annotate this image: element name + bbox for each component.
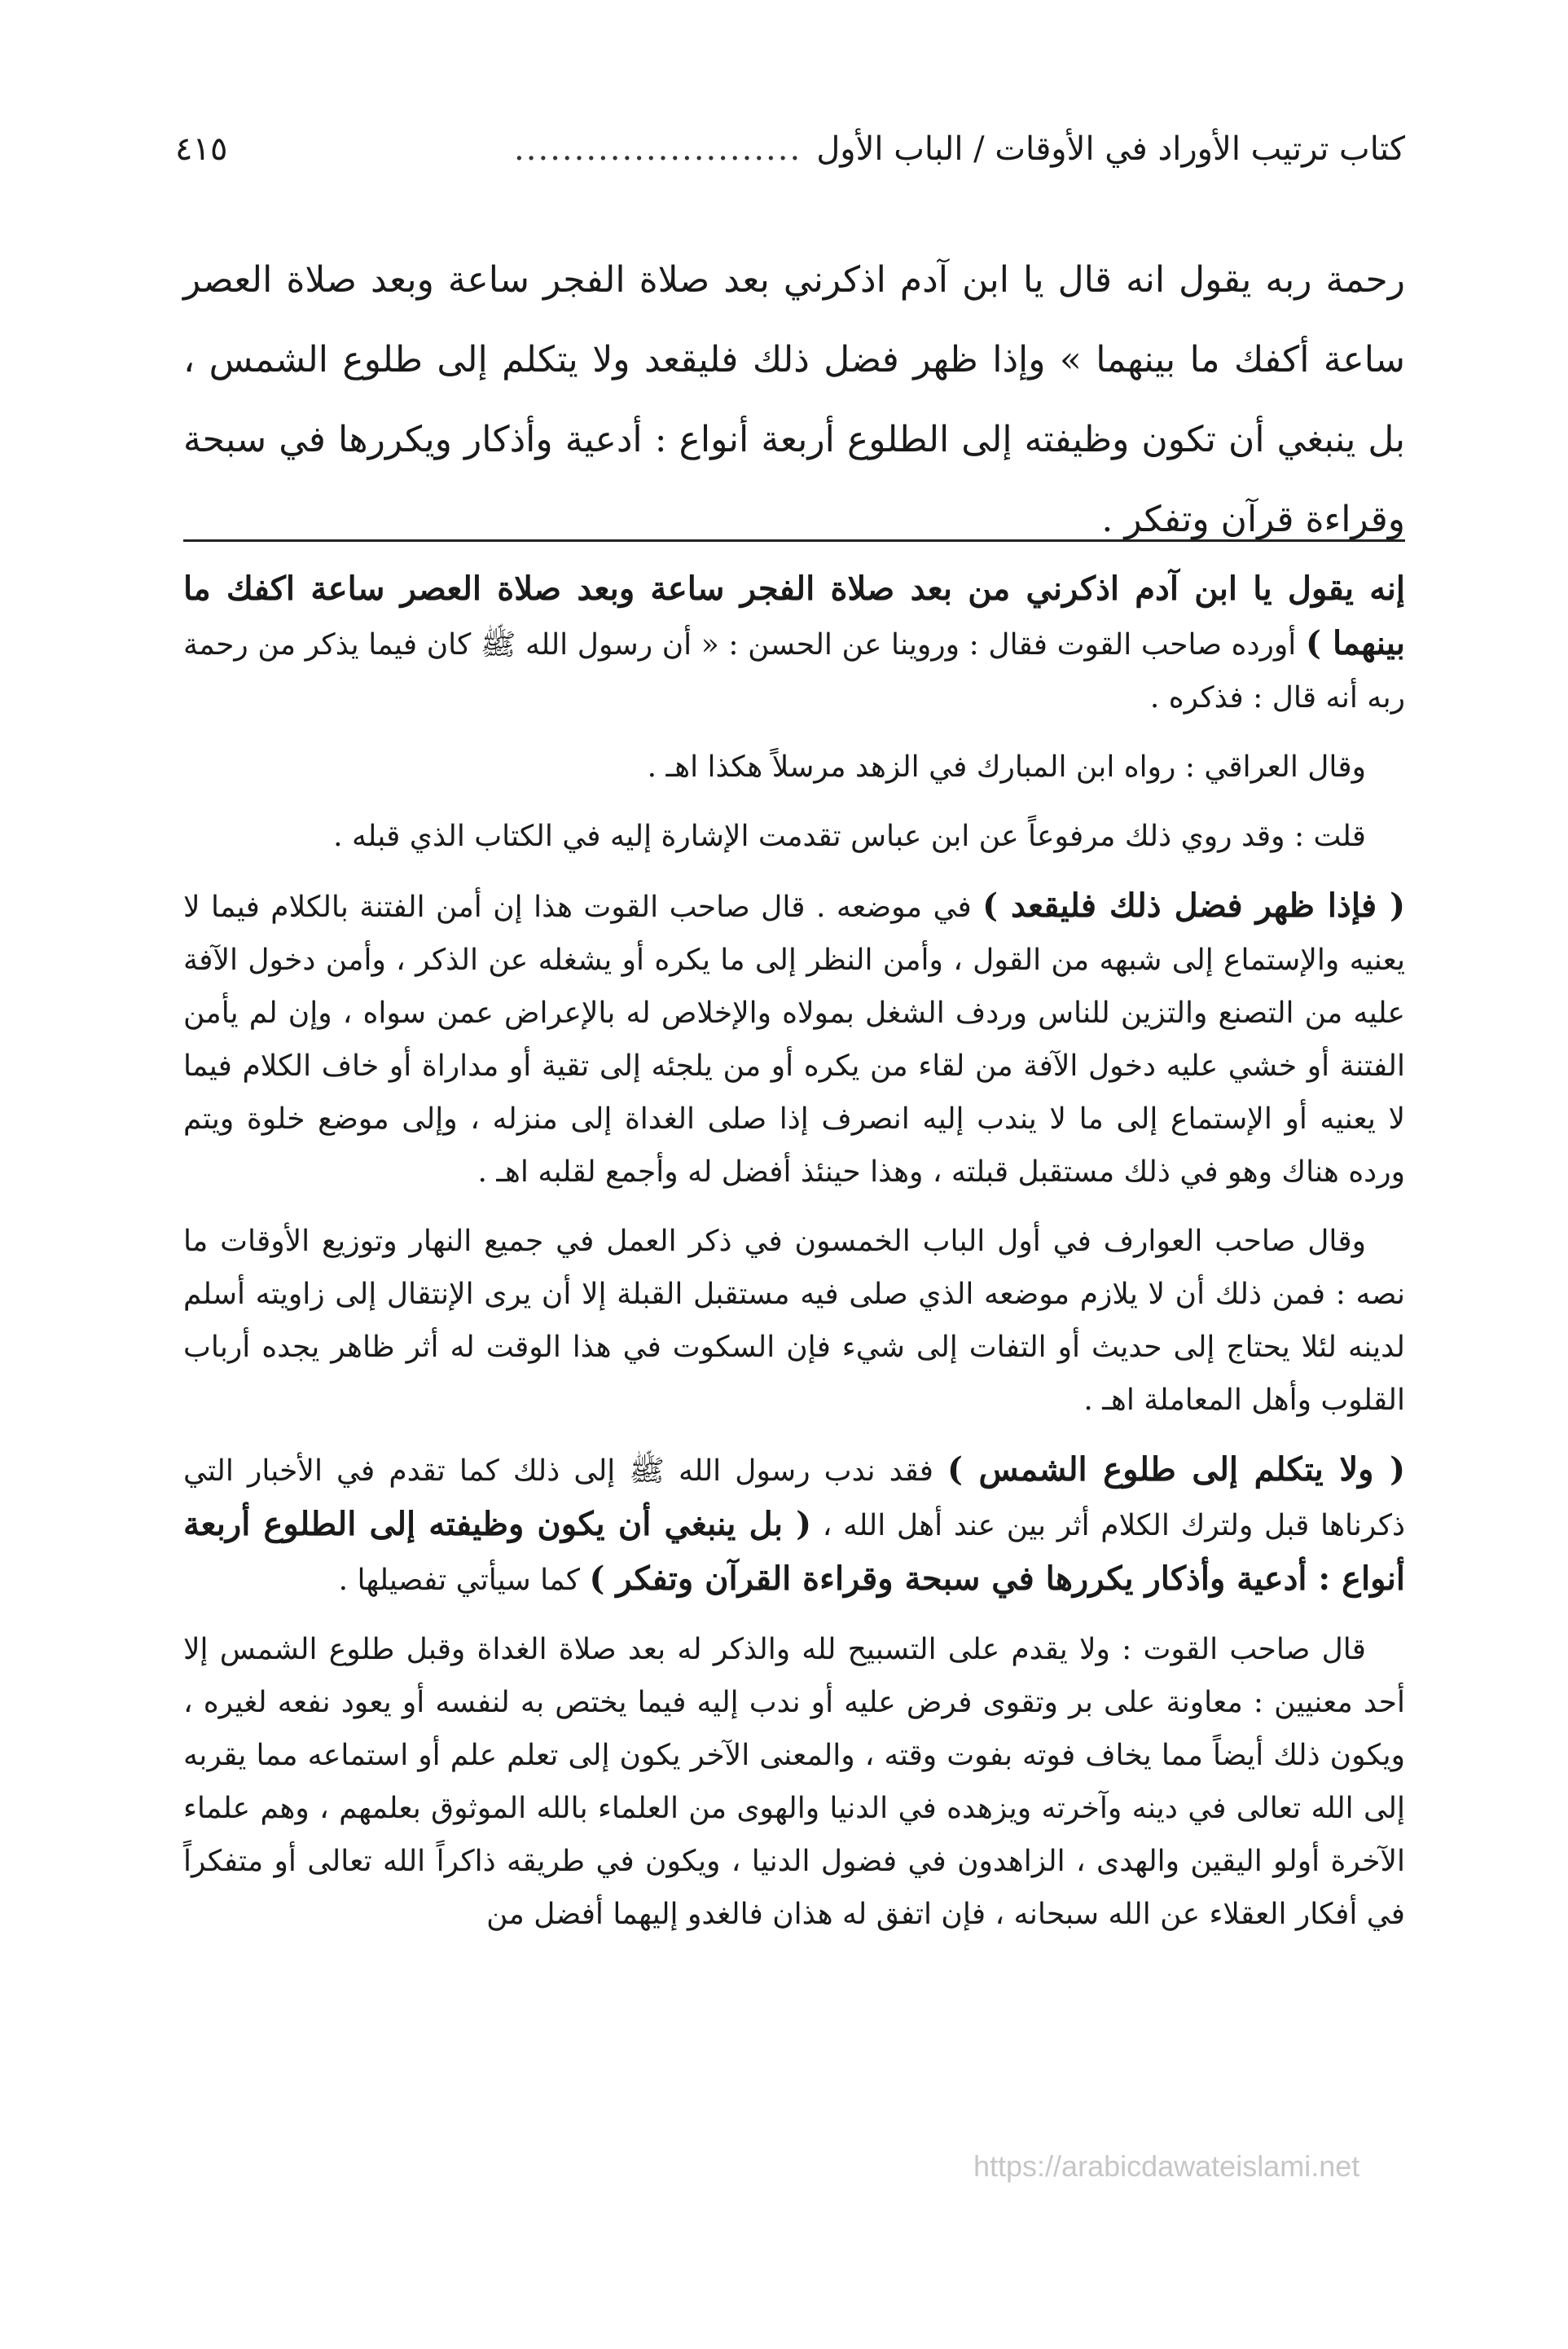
leader-dots: ........................ xyxy=(514,130,802,168)
quoted-text: ( فإذا ظهر فضل ذلك فليقعد ) xyxy=(982,886,1406,925)
commentary-text: كما سيأتي تفصيلها . xyxy=(338,1564,581,1597)
commentary-text: أورده صاحب القوت فقال : وروينا عن الحسن : « أن رسول الله ﷺ كان فيما يذكر من رحمة ربه أنه قال : فذكره . xyxy=(183,628,1405,715)
commentary-paragraph-5: وقال صاحب العوارف في أول الباب الخمسون في ذكر العمل في جميع النهار وتوزيع الأوقات ما نصه : فمن ذلك أن لا يلازم موضعه الذي صلى فيه مستقبل القبلة إلا أن يرى الإنتقال إلى زاويته أسلم لدينه لئلا يحتاج إلى حديث أو التفات إلى شيء فإن السكوت في هذا الوقت له أثر ظاهر يجده أرباب القلوب وأهل المعاملة اهـ . xyxy=(183,1225,1405,1417)
commentary-paragraph-6 xyxy=(183,1443,1405,1607)
page-number: ٤١٥ xyxy=(175,130,228,168)
commentary xyxy=(183,562,1405,1957)
commentary-paragraph-1 xyxy=(183,562,1405,724)
commentary-paragraph-7: قال صاحب القوت : ولا يقدم على التسبيح لله والذكر له بعد صلاة الغداة وقبل طلوع الشمس إلا أحد معنيين : معاونة على بر وتقوى فرض عليه أو ندب إليه فيما يختص به لنفسه أو يعود نفعه لغيره ، ويكون ذلك أيضاً مما يخاف فوته بفوت وقته ، والمعنى الآخر يكون إلى تعلم علم أو استماعه مما يقربه إلى الله تعالى في دينه وآخرته ويزهده في الدنيا والهوى من العلماء بالله الموثوق بعلمهم ، وهم علماء الآخرة أولو اليقين والهدى ، الزاهدون في فضول الدنيا ، ويكون في طريقه ذاكراً الله تعالى أو متفكراً في أفكار العقلاء عن الله سبحانه ، فإن اتفق له هذان فالغدو إليهما أفضل من xyxy=(183,1633,1406,1931)
commentary-paragraph-3: قلت : وقد روي ذلك مرفوعاً عن ابن عباس تقدمت الإشارة إليه في الكتاب الذي قبله . xyxy=(333,820,1366,853)
running-header xyxy=(175,130,1405,168)
quoted-text: ( ولا يتكلم إلى طلوع الشمس ) xyxy=(947,1450,1405,1489)
main-paragraph: رحمة ربه يقول انه قال يا ابن آدم اذكرني بعد صلاة الفجر ساعة وبعد صلاة العصر ساعة أكفك ما بينهما » وإذا ظهر فضل ذلك فليقعد ولا يتكلم إلى طلوع الشمس ، بل ينبغي أن تكون وظيفته إلى الطلوع أربعة أنواع : أدعية وأذكار ويكررها في سبحة وقراءة قرآن وتفكر . xyxy=(183,259,1405,540)
commentary-paragraph-2: وقال العراقي : رواه ابن المبارك في الزهد مرسلاً هكذا اهـ . xyxy=(647,750,1366,784)
quoted-text: إنه يقول يا ابن آدم اذكرني من بعد صلاة الفجر ساعة وبعد صلاة العصر ساعة اكفك ما بينهما ) xyxy=(183,570,1405,662)
footnote-separator xyxy=(183,539,1405,542)
chapter-title: كتاب ترتيب الأوراد في الأوقات / الباب الأول xyxy=(816,130,1405,168)
quoted-text: ( بل ينبغي أن يكون وظيفته إلى الطلوع أربعة أنواع : أدعية وأذكار يكررها في سبحة وقراءة القرآن وتفكر ) xyxy=(183,1505,1405,1598)
commentary-paragraph-4 xyxy=(183,879,1405,1199)
commentary-text: في موضعه . قال صاحب القوت هذا إن أمن الفتنة بالكلام فيما لا يعنيه والإستماع إلى شبهه من القول ، وأمن النظر إلى ما يكره أو يشغله عن الذكر ، وأمن دخول الآفة عليه من التصنع والتزين للناس وردف الشغل بمولاه والإخلاص له بالإعراض عمن سواه ، وإن لم يأمن الفتنة أو خشي عليه دخول الآفة من لقاء من يكره أو من يلجئه إلى تقية أو مداراة أو خاف الكلام فيما لا يعنيه أو الإستماع إلى ما لا يندب إليه انصرف إذا صلى الغداة إلى منزله ، وإلى موضع خلوة ويتم ورده هناك وهو في ذلك مستقبل قبلته ، وهذا حينئذ أفضل له وأجمع لقلبه اهـ . xyxy=(183,891,1405,1189)
main-text xyxy=(183,240,1405,560)
commentary-text: فقد ندب رسول الله ﷺ إلى ذلك كما تقدم في الأخبار التي ذكرناها قبل ولترك الكلام أثر بين عند أهل الله ، xyxy=(183,1454,1405,1542)
watermark-url: https://arabicdawateislami.net xyxy=(973,2149,1360,2183)
